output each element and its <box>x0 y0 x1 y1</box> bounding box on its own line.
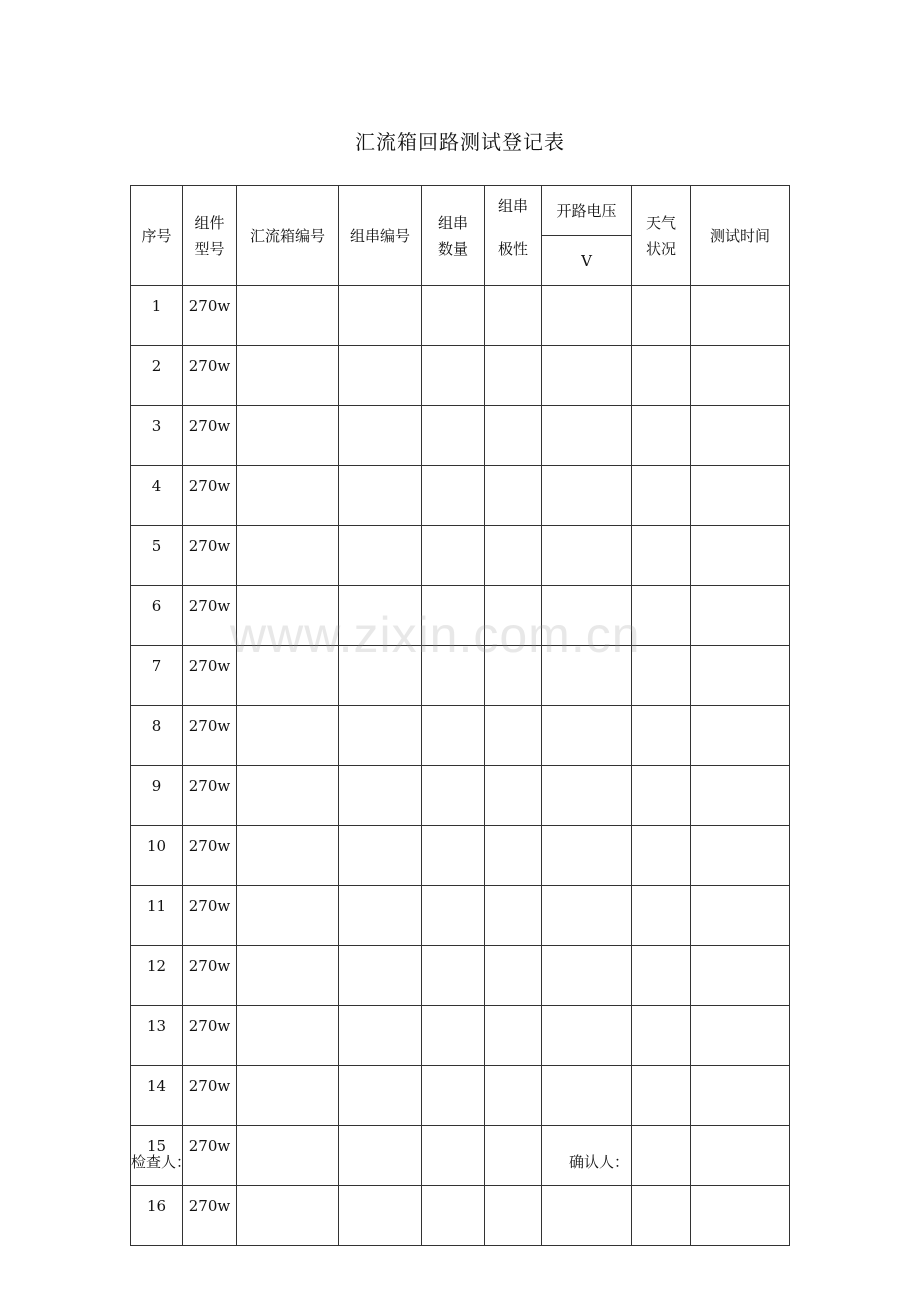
module-model: 270w <box>183 1066 237 1126</box>
module-model: 270w <box>183 586 237 646</box>
test-time-cell[interactable] <box>691 826 790 886</box>
combiner-no-cell[interactable] <box>237 526 339 586</box>
test-time-cell[interactable] <box>691 1006 790 1066</box>
header-polarity <box>485 186 542 286</box>
module-model: 270w <box>183 406 237 466</box>
weather-cell[interactable] <box>632 886 691 946</box>
polarity-cell[interactable] <box>485 1006 542 1066</box>
string-count-cell[interactable] <box>422 826 485 886</box>
header-polarity-line2: 极性 <box>497 240 528 258</box>
string-count-cell[interactable] <box>422 946 485 1006</box>
weather-cell[interactable] <box>632 466 691 526</box>
module-model: 270w <box>183 826 237 886</box>
table-row <box>131 946 790 1006</box>
header-polarity-line1: 组串 <box>497 197 528 215</box>
test-time-cell[interactable] <box>691 586 790 646</box>
row-number: 7 <box>131 646 183 706</box>
header-seq: 序号 <box>131 186 183 286</box>
combiner-no-cell[interactable] <box>237 886 339 946</box>
weather-cell[interactable] <box>632 1066 691 1126</box>
string-no-cell[interactable] <box>339 346 422 406</box>
polarity-cell[interactable] <box>485 1066 542 1126</box>
string-no-cell[interactable] <box>339 406 422 466</box>
test-time-cell[interactable] <box>691 946 790 1006</box>
module-model: 270w <box>183 766 237 826</box>
test-time-cell[interactable] <box>691 1126 790 1186</box>
table-row <box>131 766 790 826</box>
row-number: 15 <box>131 1126 183 1186</box>
header-row-top <box>131 186 790 236</box>
string-count-cell[interactable] <box>422 886 485 946</box>
test-time-cell[interactable] <box>691 646 790 706</box>
header-string-count-line2: 数量 <box>437 239 468 258</box>
string-count-cell[interactable] <box>422 1186 485 1246</box>
table-row <box>131 466 790 526</box>
string-count-cell[interactable] <box>422 346 485 406</box>
voltage-cell[interactable] <box>542 1186 632 1246</box>
header-weather-line1: 天气 <box>645 213 676 232</box>
test-time-cell[interactable] <box>691 706 790 766</box>
string-no-cell[interactable] <box>339 466 422 526</box>
voltage-cell[interactable] <box>542 1006 632 1066</box>
row-number: 12 <box>131 946 183 1006</box>
module-model: 270w <box>183 346 237 406</box>
polarity-cell[interactable] <box>485 466 542 526</box>
test-time-cell[interactable] <box>691 466 790 526</box>
string-no-cell[interactable] <box>339 646 422 706</box>
row-number: 1 <box>131 286 183 346</box>
weather-cell[interactable] <box>632 826 691 886</box>
voltage-cell[interactable] <box>542 886 632 946</box>
header-weather <box>632 186 691 286</box>
polarity-cell[interactable] <box>485 946 542 1006</box>
header-string-no: 组串编号 <box>339 186 422 286</box>
combiner-no-cell[interactable] <box>237 1006 339 1066</box>
table-row <box>131 646 790 706</box>
combiner-no-cell[interactable] <box>237 1126 339 1186</box>
voltage-cell[interactable] <box>542 766 632 826</box>
row-number: 2 <box>131 346 183 406</box>
row-number: 11 <box>131 886 183 946</box>
header-voltage: 开路电压 <box>542 186 632 236</box>
row-number: 5 <box>131 526 183 586</box>
polarity-cell[interactable] <box>485 286 542 346</box>
weather-cell[interactable] <box>632 766 691 826</box>
combiner-no-cell[interactable] <box>237 706 339 766</box>
voltage-cell[interactable] <box>542 586 632 646</box>
string-no-cell[interactable] <box>339 946 422 1006</box>
module-model: 270w <box>183 886 237 946</box>
weather-cell[interactable] <box>632 406 691 466</box>
header-module-type-line1: 组件 <box>194 213 225 232</box>
test-time-cell[interactable] <box>691 526 790 586</box>
weather-cell[interactable] <box>632 706 691 766</box>
polarity-cell[interactable] <box>485 826 542 886</box>
module-model: 270w <box>183 1186 237 1246</box>
weather-cell[interactable] <box>632 946 691 1006</box>
table-row <box>131 406 790 466</box>
module-model: 270w <box>183 706 237 766</box>
polarity-cell[interactable] <box>485 1186 542 1246</box>
string-count-cell[interactable] <box>422 766 485 826</box>
test-time-cell[interactable] <box>691 346 790 406</box>
voltage-cell[interactable] <box>542 466 632 526</box>
table-row <box>131 286 790 346</box>
weather-cell[interactable] <box>632 346 691 406</box>
string-no-cell[interactable] <box>339 706 422 766</box>
module-model: 270w <box>183 286 237 346</box>
voltage-cell[interactable] <box>542 286 632 346</box>
module-model: 270w <box>183 646 237 706</box>
combiner-no-cell[interactable] <box>237 346 339 406</box>
header-module-type <box>183 186 237 286</box>
polarity-cell[interactable] <box>485 646 542 706</box>
table-row <box>131 1126 790 1186</box>
table-row <box>131 1066 790 1126</box>
test-time-cell[interactable] <box>691 286 790 346</box>
combiner-no-cell[interactable] <box>237 946 339 1006</box>
header-string-count-line1: 组串 <box>437 213 468 232</box>
string-count-cell[interactable] <box>422 526 485 586</box>
table-row <box>131 706 790 766</box>
header-combiner-no: 汇流箱编号 <box>237 186 339 286</box>
string-count-cell[interactable] <box>422 1066 485 1126</box>
voltage-cell[interactable] <box>542 706 632 766</box>
inspector-label: 检查人： <box>131 1153 192 1171</box>
string-no-cell[interactable] <box>339 286 422 346</box>
polarity-cell[interactable] <box>485 346 542 406</box>
polarity-cell[interactable] <box>485 526 542 586</box>
string-count-cell[interactable] <box>422 706 485 766</box>
weather-cell[interactable] <box>632 1186 691 1246</box>
string-count-cell[interactable] <box>422 1126 485 1186</box>
table-row <box>131 526 790 586</box>
page-title: 汇流箱回路测试登记表 <box>355 130 565 154</box>
string-no-cell[interactable] <box>339 526 422 586</box>
string-no-cell[interactable] <box>339 886 422 946</box>
confirmer-label: 确认人： <box>569 1153 630 1171</box>
string-no-cell[interactable] <box>339 586 422 646</box>
combiner-no-cell[interactable] <box>237 1066 339 1126</box>
row-number: 16 <box>131 1186 183 1246</box>
string-count-cell[interactable] <box>422 586 485 646</box>
voltage-cell[interactable] <box>542 346 632 406</box>
module-model: 270w <box>183 946 237 1006</box>
string-count-cell[interactable] <box>422 466 485 526</box>
row-number: 8 <box>131 706 183 766</box>
voltage-cell[interactable] <box>542 1066 632 1126</box>
combiner-no-cell[interactable] <box>237 826 339 886</box>
table-row <box>131 886 790 946</box>
voltage-cell[interactable] <box>542 946 632 1006</box>
weather-cell[interactable] <box>632 526 691 586</box>
test-time-cell[interactable] <box>691 886 790 946</box>
polarity-cell[interactable] <box>485 766 542 826</box>
test-time-cell[interactable] <box>691 766 790 826</box>
voltage-cell[interactable] <box>542 826 632 886</box>
row-number: 14 <box>131 1066 183 1126</box>
header-module-type-line2: 型号 <box>194 239 225 258</box>
string-no-cell[interactable] <box>339 1066 422 1126</box>
header-voltage-unit: V <box>542 236 632 286</box>
watermark: www.zixin.com.cn <box>230 607 641 663</box>
combiner-no-cell[interactable] <box>237 286 339 346</box>
row-number: 4 <box>131 466 183 526</box>
string-count-cell[interactable] <box>422 406 485 466</box>
table-row <box>131 346 790 406</box>
string-count-cell[interactable] <box>422 286 485 346</box>
combiner-no-cell[interactable] <box>237 1186 339 1246</box>
weather-cell[interactable] <box>632 1006 691 1066</box>
row-number: 3 <box>131 406 183 466</box>
header-weather-line2: 状况 <box>645 239 676 258</box>
combiner-no-cell[interactable] <box>237 646 339 706</box>
weather-cell[interactable] <box>632 286 691 346</box>
string-no-cell[interactable] <box>339 1186 422 1246</box>
table-row <box>131 1186 790 1246</box>
voltage-cell[interactable] <box>542 526 632 586</box>
table-body <box>131 286 790 1246</box>
weather-cell[interactable] <box>632 646 691 706</box>
row-number: 13 <box>131 1006 183 1066</box>
module-model: 270w <box>183 1006 237 1066</box>
weather-cell[interactable] <box>632 1126 691 1186</box>
header-test-time: 测试时间 <box>691 186 790 286</box>
string-no-cell[interactable] <box>339 766 422 826</box>
polarity-cell[interactable] <box>485 586 542 646</box>
module-model: 270w <box>183 466 237 526</box>
row-number: 10 <box>131 826 183 886</box>
table-row <box>131 586 790 646</box>
voltage-cell[interactable] <box>542 646 632 706</box>
polarity-cell[interactable] <box>485 886 542 946</box>
polarity-cell[interactable] <box>485 706 542 766</box>
polarity-cell[interactable] <box>485 406 542 466</box>
string-count-cell[interactable] <box>422 646 485 706</box>
string-no-cell[interactable] <box>339 1126 422 1186</box>
module-model: 270w <box>183 526 237 586</box>
voltage-cell[interactable] <box>542 406 632 466</box>
polarity-cell[interactable] <box>485 1126 542 1186</box>
module-model: 270w <box>183 1126 237 1186</box>
string-no-cell[interactable] <box>339 1006 422 1066</box>
table-row <box>131 826 790 886</box>
combiner-no-cell[interactable] <box>237 406 339 466</box>
test-register-table <box>130 185 790 1246</box>
table-row <box>131 1006 790 1066</box>
row-number: 6 <box>131 586 183 646</box>
combiner-no-cell[interactable] <box>237 466 339 526</box>
string-no-cell[interactable] <box>339 826 422 886</box>
string-count-cell[interactable] <box>422 1006 485 1066</box>
weather-cell[interactable] <box>632 586 691 646</box>
test-time-cell[interactable] <box>691 1066 790 1126</box>
combiner-no-cell[interactable] <box>237 586 339 646</box>
combiner-no-cell[interactable] <box>237 766 339 826</box>
test-time-cell[interactable] <box>691 1186 790 1246</box>
header-string-count <box>422 186 485 286</box>
row-number: 9 <box>131 766 183 826</box>
test-time-cell[interactable] <box>691 406 790 466</box>
